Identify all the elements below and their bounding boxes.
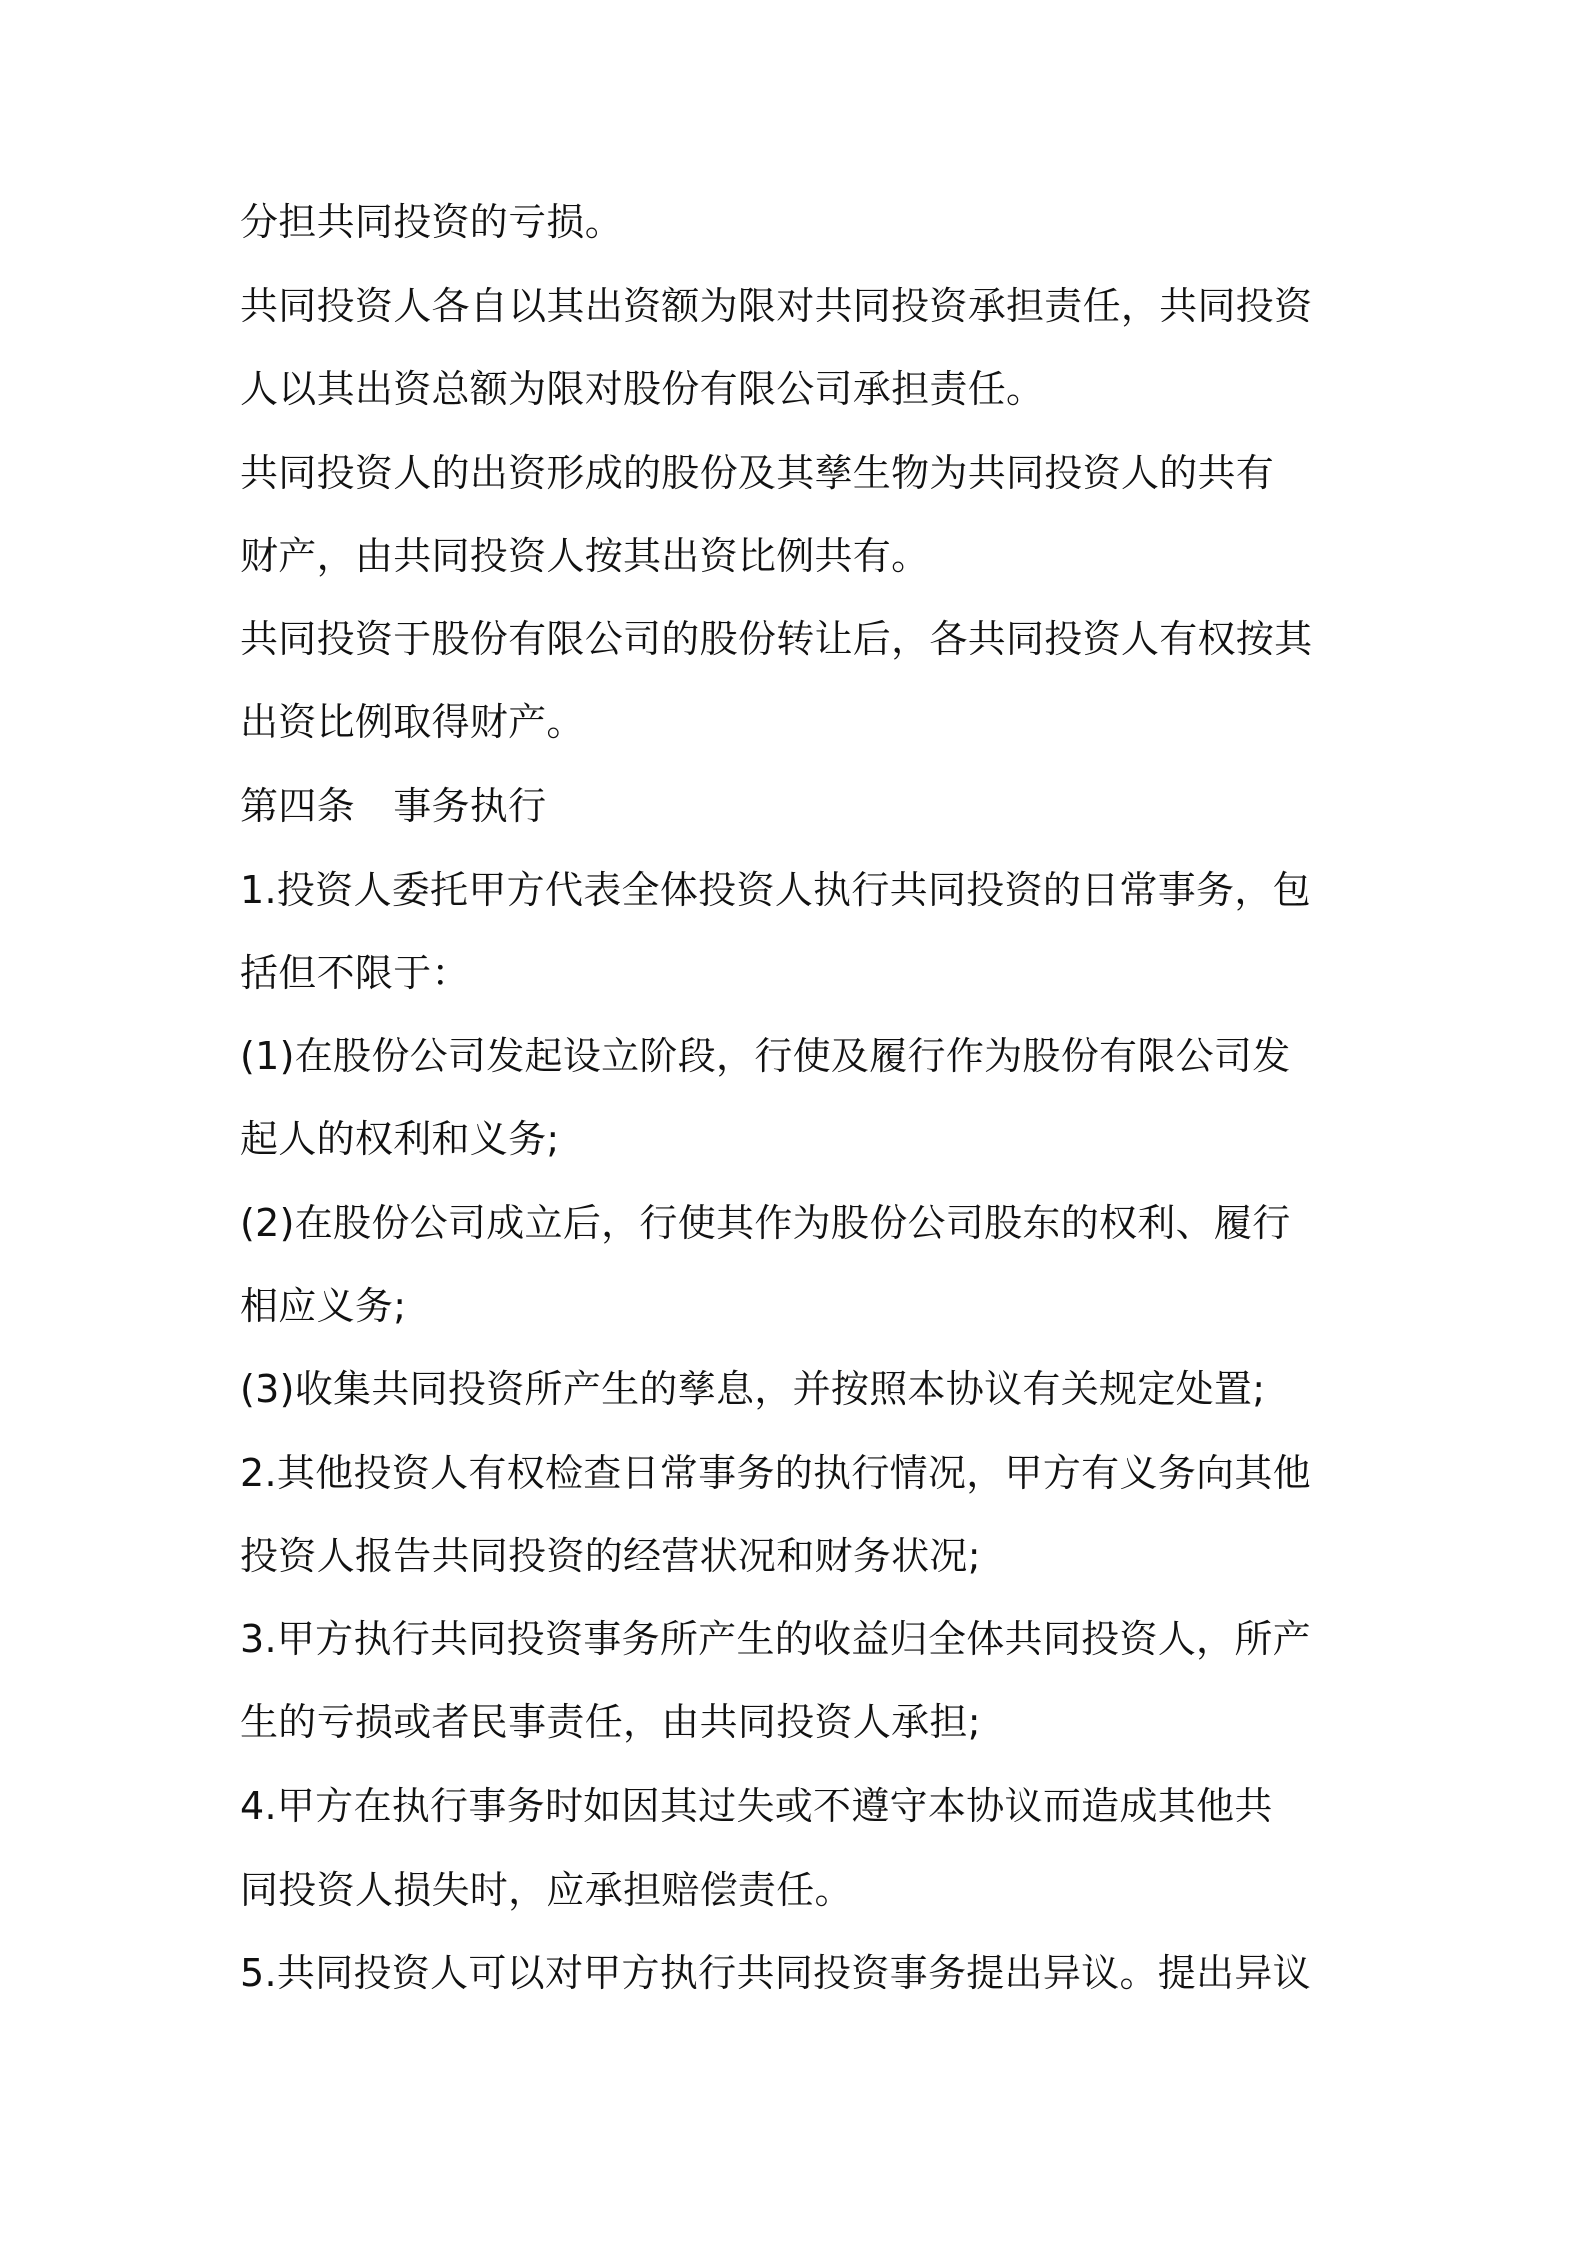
text-line: 共同投资人的出资形成的股份及其孳生物为共同投资人的共有 <box>240 451 1275 495</box>
text-line: 同投资人损失时，应承担赔偿责任。 <box>240 1868 853 1912</box>
text-line: 分担共同投资的亏损。 <box>240 200 624 244</box>
text-line: 财产，由共同投资人按其出资比例共有。 <box>240 534 930 578</box>
text-line: 2.其他投资人有权检查日常事务的执行情况，甲方有义务向其他 <box>240 1451 1311 1495</box>
text-line: 生的亏损或者民事责任，由共同投资人承担; <box>240 1700 981 1744</box>
text-line: 5.共同投资人可以对甲方执行共同投资事务提出异议。提出异议 <box>240 1951 1311 1995</box>
text-line: 投资人报告共同投资的经营状况和财务状况; <box>240 1534 981 1578</box>
text-line: (2)在股份公司成立后，行使其作为股份公司股东的权利、履行 <box>240 1201 1291 1245</box>
text-line: 出资比例取得财产。 <box>240 700 585 744</box>
text-line: 共同投资人各自以其出资额为限对共同投资承担责任，共同投资 <box>240 284 1313 328</box>
text-line: 4.甲方在执行事务时如因其过失或不遵守本协议而造成其他共 <box>240 1784 1273 1828</box>
section-heading: 第四条 事务执行 <box>240 784 547 828</box>
text-line: 1.投资人委托甲方代表全体投资人执行共同投资的日常事务，包 <box>240 868 1311 912</box>
text-line: 括但不限于： <box>240 951 470 995</box>
text-line: 3.甲方执行共同投资事务所产生的收益归全体共同投资人，所产 <box>240 1617 1311 1661</box>
text-line: (3)收集共同投资所产生的孳息，并按照本协议有关规定处置; <box>240 1367 1266 1411</box>
text-line: 人以其出资总额为限对股份有限公司承担责任。 <box>240 367 1045 411</box>
text-line: 相应义务; <box>240 1284 407 1328</box>
text-line: 共同投资于股份有限公司的股份转让后，各共同投资人有权按其 <box>240 617 1313 661</box>
text-line: (1)在股份公司发起设立阶段，行使及履行作为股份有限公司发 <box>240 1034 1291 1078</box>
text-line: 起人的权利和义务; <box>240 1117 560 1161</box>
